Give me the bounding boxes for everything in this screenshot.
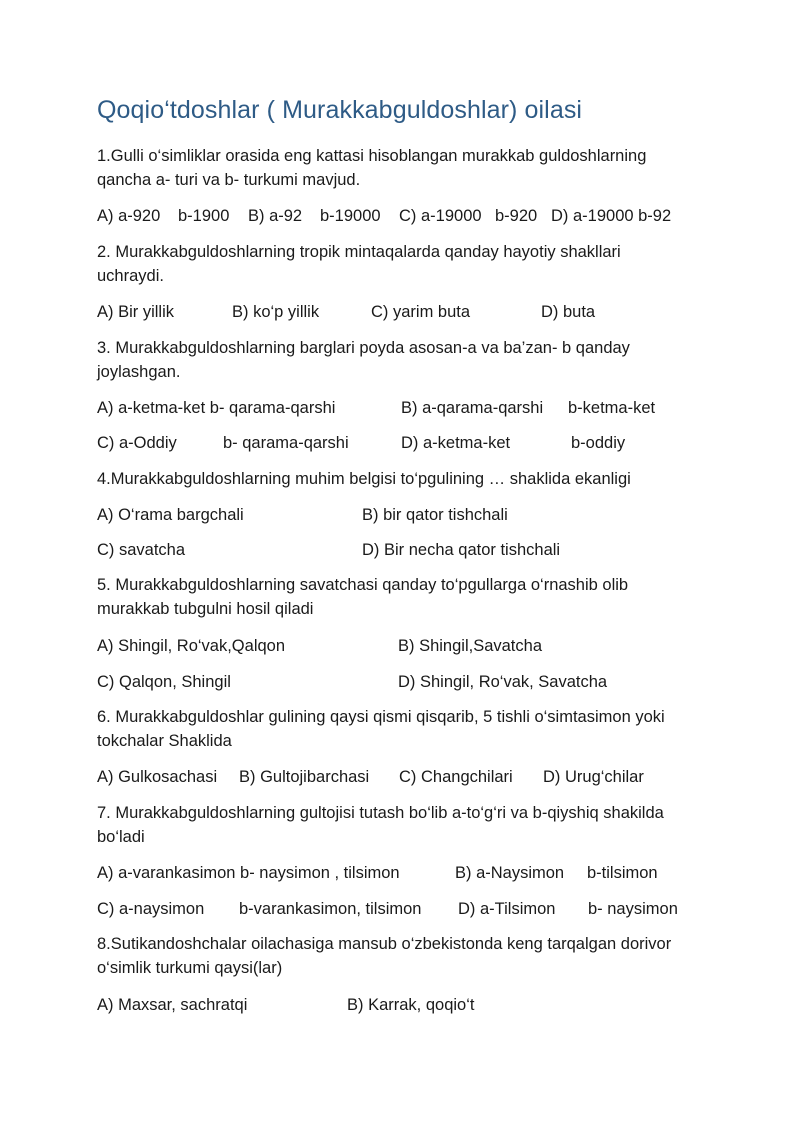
question-2-option-d: D) buta bbox=[541, 303, 596, 321]
question-3-option-a: A) a-ketma-ket b- qarama-qarshi bbox=[97, 399, 336, 417]
question-8-text-line-1: 8.Sutikandoshchalar oilachasiga mansub o‘zbekistonda keng tarqalgan dorivor bbox=[97, 935, 672, 953]
question-4-option-b: B) bir qator tishchali bbox=[362, 506, 508, 524]
question-2-text-line-1: 2. Murakkabguldoshlarning tropik mintaqalarda qanday hayotiy shakllari bbox=[97, 243, 621, 261]
question-3-option-b-b: b-ketma-ket bbox=[568, 399, 656, 417]
question-8-option-a: A) Maxsar, sachratqi bbox=[97, 996, 248, 1014]
question-2-option-b: B) ko‘p yillik bbox=[232, 303, 320, 321]
question-7-text-line-2: bo‘ladi bbox=[97, 828, 145, 846]
question-7-option-c-b: b-varankasimon, tilsimon bbox=[239, 900, 422, 918]
question-3-option-c: C) a-Oddiy bbox=[97, 434, 177, 452]
question-6-option-b: B) Gultojibarchasi bbox=[239, 768, 370, 786]
question-1-text-line-1: 1.Gulli o‘simliklar orasida eng kattasi hisoblangan murakkab guldoshlarning bbox=[97, 147, 647, 165]
question-5-option-d: D) Shingil, Ro‘vak, Savatcha bbox=[398, 673, 608, 691]
question-1-option-a: A) a-920 bbox=[97, 207, 161, 225]
question-3-option-b: B) a-qarama-qarshi bbox=[401, 399, 544, 417]
question-5-text-line-2: murakkab tubgulni hosil qiladi bbox=[97, 600, 314, 618]
question-1-option-d: D) a-19000 b-92 bbox=[551, 207, 672, 225]
question-4-option-d: D) Bir necha qator tishchali bbox=[362, 541, 561, 559]
question-7-option-d: D) a-Tilsimon bbox=[458, 900, 556, 918]
question-5-option-b: B) Shingil,Savatcha bbox=[398, 637, 542, 655]
question-6-text-line-1: 6. Murakkabguldoshlar gulining qaysi qismi qisqarib, 5 tishli o‘simtasimon yoki bbox=[97, 708, 665, 726]
question-1-option-a-b: b-1900 bbox=[178, 207, 230, 225]
question-2-text-line-2: uchraydi. bbox=[97, 267, 164, 285]
question-2-option-a: A) Bir yillik bbox=[97, 303, 174, 321]
question-4-text-line-1: 4.Murakkabguldoshlarning muhim belgisi to‘pgulining … shaklida ekanligi bbox=[97, 470, 631, 488]
question-2-option-c: C) yarim buta bbox=[371, 303, 471, 321]
question-5-option-c: C) Qalqon, Shingil bbox=[97, 673, 231, 691]
document-title: Qoqio‘tdoshlar ( Murakkabguldoshlar) oilasi bbox=[97, 96, 583, 124]
question-7-option-b-b: b-tilsimon bbox=[587, 864, 658, 882]
question-5-option-a: A) Shingil, Ro‘vak,Qalqon bbox=[97, 637, 286, 655]
question-1-option-c-b: b-920 bbox=[495, 207, 538, 225]
question-7-text-line-1: 7. Murakkabguldoshlarning gultojisi tutash bo‘lib a-to‘g‘ri va b-qiyshiq shakilda bbox=[97, 804, 664, 822]
question-1-text-line-2: qancha a- turi va b- turkumi mavjud. bbox=[97, 171, 361, 189]
question-5-text-line-1: 5. Murakkabguldoshlarning savatchasi qanday to‘pgullarga o‘rnashib olib bbox=[97, 576, 629, 594]
question-7-option-b: B) a-Naysimon bbox=[455, 864, 565, 882]
question-3-text-line-1: 3. Murakkabguldoshlarning barglari poyda asosan-a va ba’zan- b qanday bbox=[97, 339, 630, 357]
question-7-option-c: C) a-naysimon bbox=[97, 900, 205, 918]
question-7-option-d-b: b- naysimon bbox=[588, 900, 678, 918]
question-8-text-line-2: o‘simlik turkumi qaysi(lar) bbox=[97, 959, 283, 977]
question-1-option-c: C) a-19000 bbox=[399, 207, 482, 225]
question-6-option-a: A) Gulkosachasi bbox=[97, 768, 218, 786]
question-6-text-line-2: tokchalar Shaklida bbox=[97, 732, 232, 750]
question-6-option-c: C) Changchilari bbox=[399, 768, 513, 786]
question-1-option-b: B) a-92 bbox=[248, 207, 303, 225]
question-6-option-d: D) Urug‘chilar bbox=[543, 768, 644, 786]
question-3-option-c-b: b- qarama-qarshi bbox=[223, 434, 349, 452]
question-1-option-b-b: b-19000 bbox=[320, 207, 381, 225]
question-3-text-line-2: joylashgan. bbox=[97, 363, 181, 381]
question-3-option-d-b: b-oddiy bbox=[571, 434, 626, 452]
question-3-option-d: D) a-ketma-ket bbox=[401, 434, 511, 452]
question-4-option-a: A) O‘rama bargchali bbox=[97, 506, 244, 524]
question-8-option-b: B) Karrak, qoqio‘t bbox=[347, 996, 475, 1014]
question-4-option-c: C) savatcha bbox=[97, 541, 186, 559]
question-7-option-a: A) a-varankasimon b- naysimon , tilsimon bbox=[97, 864, 400, 882]
